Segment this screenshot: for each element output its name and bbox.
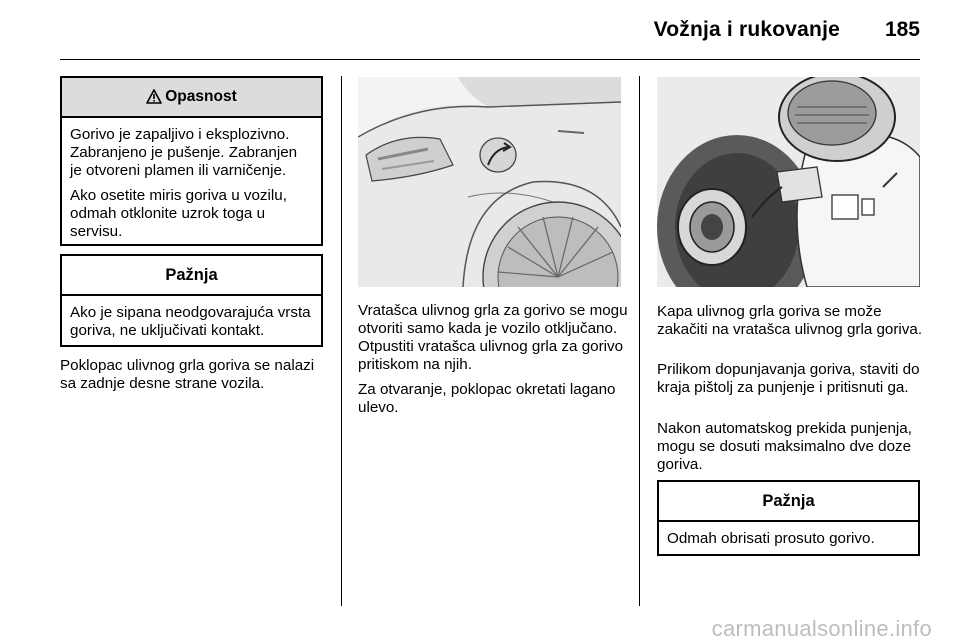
body-paragraph: Poklopac ulivnog grla goriva se nalazi sa zadnje desne strane vozila. bbox=[60, 357, 315, 392]
notice-box-header bbox=[659, 482, 918, 522]
notice-box bbox=[60, 254, 323, 347]
header-rule bbox=[60, 59, 920, 60]
watermark: carmanualsonline.info bbox=[711, 616, 932, 641]
body-paragraph: Vratašca ulivnog grla za gorivo se mogu otvoriti samo kada je vozilo otključano. Otpustiti vratašca ulivnog grla za gorivo pritiskom na njih. bbox=[358, 302, 628, 373]
danger-box-body bbox=[62, 118, 321, 241]
warning-triangle-icon bbox=[146, 81, 162, 119]
notice-box-body bbox=[62, 296, 321, 340]
notice-box-header bbox=[62, 256, 321, 296]
notice-box-heading: Pažnja bbox=[762, 492, 815, 510]
notice-box-heading: Pažnja bbox=[165, 266, 218, 284]
column-separator bbox=[639, 76, 640, 606]
notice-box bbox=[657, 480, 920, 556]
danger-paragraph: Gorivo je zapaljivo i eksplozivno. Zabranjeno je pušenje. Zabranjen je otvoreni plamen ili varničenje. bbox=[70, 126, 298, 179]
notice-paragraph: Odmah obrisati prosuto gorivo. bbox=[667, 530, 875, 547]
danger-paragraph: Ako osetite miris goriva u vozilu, odmah otklonite uzrok toga u servisu. bbox=[70, 187, 287, 240]
danger-box-header bbox=[62, 78, 321, 118]
fuel-cap-illustration bbox=[657, 77, 920, 287]
column-separator bbox=[341, 76, 342, 606]
page-number: 185 bbox=[884, 18, 920, 41]
notice-box-body bbox=[659, 522, 918, 548]
car-rear-fuel-door-illustration bbox=[358, 77, 621, 287]
body-paragraph: Kapa ulivnog grla goriva se može zakačiti na vratašca ulivnog grla goriva. bbox=[657, 303, 923, 338]
section-title: Vožnja i rukovanje bbox=[653, 18, 840, 41]
notice-paragraph: Ako je sipana neodgovarajuća vrsta goriva, ne uključivati kontakt. bbox=[70, 304, 311, 339]
danger-box-heading: Opasnost bbox=[165, 88, 237, 105]
danger-box bbox=[60, 76, 323, 246]
body-paragraph: Za otvaranje, poklopac okretati lagano ulevo. bbox=[358, 381, 616, 416]
body-paragraph: Prilikom dopunjavanja goriva, staviti do kraja pištolj za punjenje i pritisnuti ga. bbox=[657, 361, 920, 396]
body-paragraph: Nakon automatskog prekida punjenja, mogu se dosuti maksimalno dve doze goriva. bbox=[657, 420, 912, 473]
